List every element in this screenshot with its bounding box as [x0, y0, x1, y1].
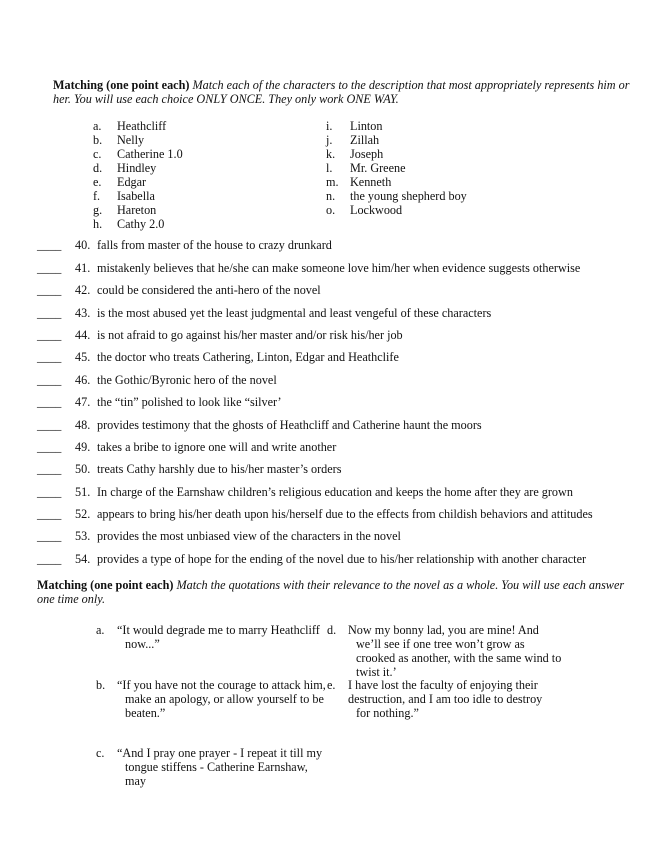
question-row [37, 238, 332, 252]
choice-letter: k. [326, 147, 336, 161]
answer-blank[interactable]: ____ [37, 529, 62, 543]
quote-letter: c. [96, 746, 105, 760]
choice-name: Catherine 1.0 [117, 147, 183, 161]
choice-name: Mr. Greene [350, 161, 406, 175]
question-row [37, 350, 399, 364]
choice-item [326, 133, 467, 147]
choice-letter: j. [326, 133, 333, 147]
choice-letter: c. [93, 147, 102, 161]
choice-name: Hareton [117, 203, 157, 217]
choice-name: Heathcliff [117, 119, 167, 133]
quote-c [96, 746, 326, 788]
choice-item [93, 147, 183, 161]
question-text: the “tin” polished to look like “silver’ [97, 395, 282, 409]
choice-letter: d. [93, 161, 103, 175]
choice-name: Kenneth [350, 175, 392, 189]
answer-blank[interactable]: ____ [37, 283, 62, 297]
answer-blank[interactable]: ____ [37, 440, 62, 454]
question-number: 40. [75, 238, 91, 252]
question-number: 50. [75, 462, 91, 476]
choice-item [93, 175, 183, 189]
quote-line: we’ll see if one tree won’t grow as [356, 637, 525, 651]
answer-blank[interactable]: ____ [37, 552, 62, 566]
quote-b [96, 678, 326, 720]
question-row [37, 373, 277, 387]
question-row [37, 507, 593, 521]
question-number: 47. [75, 395, 91, 409]
answer-blank[interactable]: ____ [37, 261, 62, 275]
choice-item [326, 119, 467, 133]
question-number: 53. [75, 529, 91, 543]
quote-line: beaten.” [125, 706, 166, 720]
question-text: the doctor who treats Cathering, Linton, Edgar and Heathclife [97, 350, 399, 364]
choice-letter: e. [93, 175, 102, 189]
choice-letter: f. [93, 189, 101, 203]
question-text: provides testimony that the ghosts of Heathcliff and Catherine haunt the moors [97, 418, 482, 432]
quote-letter: e. [327, 678, 336, 692]
quote-line: make an apology, or allow yourself to be [125, 692, 324, 706]
question-number: 46. [75, 373, 91, 387]
answer-blank[interactable]: ____ [37, 328, 62, 342]
question-row [37, 485, 573, 499]
quote-line: now...” [125, 637, 160, 651]
choice-letter: n. [326, 189, 336, 203]
question-number: 41. [75, 261, 91, 275]
question-row [37, 529, 401, 543]
section2-instructions [37, 578, 637, 606]
question-row [37, 440, 336, 454]
question-row [37, 283, 321, 297]
choice-item [326, 175, 467, 189]
question-row [37, 306, 491, 320]
quote-line: tongue stiffens - Catherine Earnshaw, may [125, 760, 308, 788]
choice-letter: h. [93, 217, 103, 231]
choice-name: Cathy 2.0 [117, 217, 165, 231]
quote-e [327, 678, 567, 720]
choice-item [326, 161, 467, 175]
question-number: 42. [75, 283, 91, 297]
choice-letter: o. [326, 203, 336, 217]
quote-letter: b. [96, 678, 106, 692]
choice-name: Hindley [117, 161, 157, 175]
choice-item [93, 217, 183, 231]
question-text: provides the most unbiased view of the characters in the novel [97, 529, 401, 543]
choice-letter: l. [326, 161, 333, 175]
quote-a [96, 623, 326, 651]
question-text: provides a type of hope for the ending of the novel due to his/her relationship with another character [97, 552, 587, 566]
question-text: is not afraid to go against his/her master and/or risk his/her job [97, 328, 403, 342]
choice-item [93, 119, 183, 133]
question-number: 51. [75, 485, 91, 499]
question-number: 54. [75, 552, 91, 566]
question-row [37, 418, 482, 432]
choices-right-column [326, 119, 467, 217]
choice-item [326, 203, 467, 217]
question-number: 44. [75, 328, 91, 342]
question-text: treats Cathy harshly due to his/her master’s orders [97, 462, 342, 476]
question-text: In charge of the Earnshaw children’s religious education and keeps the home after they are grown [97, 485, 573, 499]
choice-item [93, 189, 183, 203]
answer-blank[interactable]: ____ [37, 306, 62, 320]
choice-item [326, 147, 467, 161]
quote-line: “And I pray one prayer - I repeat it till my [117, 746, 323, 760]
choice-name: Lockwood [350, 203, 403, 217]
section1-instructions [53, 78, 633, 106]
question-number: 45. [75, 350, 91, 364]
choice-item [93, 133, 183, 147]
question-text: is the most abused yet the least judgmental and least vengeful of these characters [97, 306, 492, 320]
section2-heading-bold: Matching (one point each) [37, 578, 174, 592]
answer-blank[interactable]: ____ [37, 238, 62, 252]
answer-blank[interactable]: ____ [37, 350, 62, 364]
question-number: 52. [75, 507, 91, 521]
choice-name: Joseph [350, 147, 384, 161]
quote-line: for nothing.” [356, 706, 419, 720]
question-text: falls from master of the house to crazy drunkard [97, 238, 332, 252]
choice-name: Isabella [117, 189, 155, 203]
section2-heading-italic: Match the quotations with their relevance to the novel as a whole. You will use each answer one time only. [37, 578, 625, 606]
quote-d [327, 623, 567, 679]
answer-blank[interactable]: ____ [37, 395, 62, 409]
question-row [37, 462, 341, 476]
question-text: takes a bribe to ignore one will and write another [97, 440, 337, 454]
quote-line: “It would degrade me to marry Heathcliff [117, 623, 320, 637]
quote-letter: a. [96, 623, 105, 637]
choice-letter: i. [326, 119, 333, 133]
choice-name: Linton [350, 119, 383, 133]
question-row [37, 328, 403, 342]
choice-name: Nelly [117, 133, 145, 147]
answer-blank[interactable]: ____ [37, 462, 62, 476]
question-text: could be considered the anti-hero of the novel [97, 283, 321, 297]
choice-letter: g. [93, 203, 103, 217]
question-row [37, 261, 580, 275]
answer-blank[interactable]: ____ [37, 418, 62, 432]
choices-left-column [93, 119, 183, 231]
choice-item [326, 189, 467, 203]
answer-blank[interactable]: ____ [37, 485, 62, 499]
choice-letter: m. [326, 175, 339, 189]
quote-line: Now my bonny lad, you are mine! And [348, 623, 539, 637]
choice-letter: a. [93, 119, 102, 133]
question-text: mistakenly believes that he/she can make someone love him/her when evidence suggests otherwise [97, 261, 581, 275]
question-number: 48. [75, 418, 91, 432]
choice-name: Zillah [350, 133, 380, 147]
section1-heading-bold: Matching (one point each) [53, 78, 190, 92]
choice-letter: b. [93, 133, 103, 147]
question-number: 49. [75, 440, 91, 454]
answer-blank[interactable]: ____ [37, 373, 62, 387]
quote-line: twist it.’ [356, 665, 397, 679]
question-row [37, 395, 282, 409]
question-text: appears to bring his/her death upon his/herself due to the effects from childish behaviors and attitudes [97, 507, 593, 521]
quote-line: “If you have not the courage to attack him, [117, 678, 326, 692]
choice-item [93, 161, 183, 175]
choice-name: Edgar [117, 175, 147, 189]
quote-line: destruction, and I am too idle to destroy [348, 692, 543, 706]
question-text: the Gothic/Byronic hero of the novel [97, 373, 277, 387]
quote-line: I have lost the faculty of enjoying their [348, 678, 538, 692]
choice-name: the young shepherd boy [350, 189, 467, 203]
answer-blank[interactable]: ____ [37, 507, 62, 521]
choice-item [93, 203, 183, 217]
quote-line: crooked as another, with the same wind to [356, 651, 562, 665]
quote-letter: d. [327, 623, 337, 637]
question-number: 43. [75, 306, 91, 320]
question-row [37, 552, 586, 566]
section1-heading-italic: Match each of the characters to the description that most appropriately represents him or her. You will use each choice ONLY ONCE. They only work ONE WAY. [53, 78, 630, 106]
